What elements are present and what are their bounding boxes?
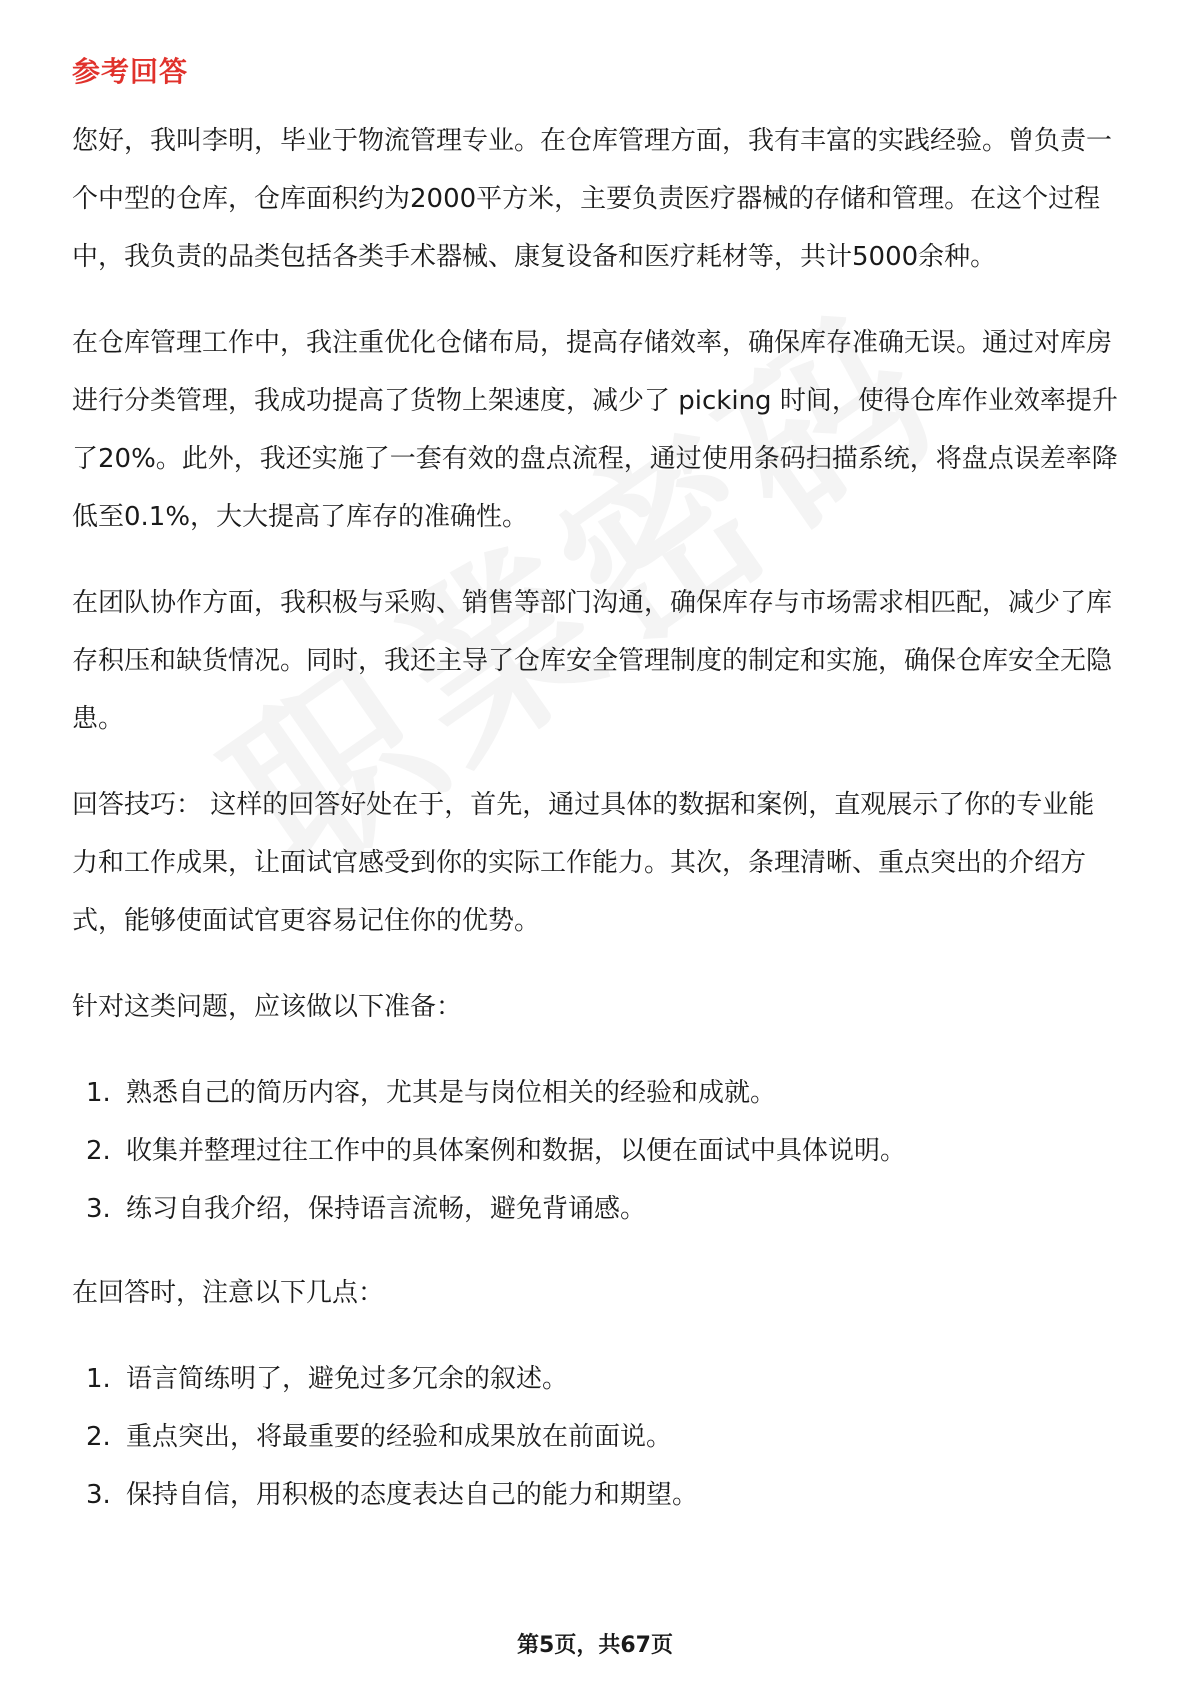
list-text: 熟悉自己的简历内容，尤其是与岗位相关的经验和成就。 <box>126 1078 777 1108</box>
notes-list <box>72 1350 1120 1524</box>
list-item <box>72 1180 1120 1238</box>
list-number: 1. <box>86 1364 111 1394</box>
list-number: 1. <box>86 1078 111 1108</box>
list-text: 练习自我介绍，保持语言流畅，避免背诵感。 <box>126 1194 647 1224</box>
list-text: 收集并整理过往工作中的具体案例和数据，以便在面试中具体说明。 <box>126 1136 907 1166</box>
list-text: 保持自信，用积极的态度表达自己的能力和期望。 <box>126 1480 699 1510</box>
list-item <box>72 1350 1120 1408</box>
list-item <box>72 1064 1120 1122</box>
prep-intro: 针对这类问题，应该做以下准备： <box>72 992 463 1022</box>
list-item <box>72 1122 1120 1180</box>
list-text: 语言简练明了，避免过多冗余的叙述。 <box>126 1364 569 1394</box>
list-text: 重点突出，将最重要的经验和成果放在前面说。 <box>126 1422 673 1452</box>
page-number: 第5页，共67页 <box>517 1633 673 1658</box>
tips-paragraph: 回答技巧： 这样的回答好处在于，首先，通过具体的数据和案例，直观展示了你的专业能力和工作成果，让面试官感受到你的实际工作能力。其次，条理清晰、重点突出的介绍方式，能够使面试官更容易记住你的优势。 <box>72 790 1095 936</box>
list-number: 2. <box>86 1136 111 1166</box>
list-number: 2. <box>86 1422 111 1452</box>
answer-body <box>72 112 1120 1550</box>
section-heading: 参考回答 <box>72 55 189 88</box>
list-item <box>72 1466 1120 1524</box>
list-item <box>72 1408 1120 1466</box>
work-paragraph: 在仓库管理工作中，我注重优化仓储布局，提高存储效率，确保库存准确无误。通过对库房进行分类管理，我成功提高了货物上架速度，减少了 picking 时间，使得仓库作业效率提升了20%。此外，我还实施了一套有效的盘点流程，通过使用条码扫描系统，将盘点误差率降低至0.1%，大大提高了库存的准确性。 <box>72 328 1118 532</box>
notes-intro: 在回答时，注意以下几点： <box>72 1278 385 1308</box>
list-number: 3. <box>86 1194 111 1224</box>
team-paragraph: 在团队协作方面，我积极与采购、销售等部门沟通，确保库存与市场需求相匹配，减少了库存积压和缺货情况。同时，我还主导了仓库安全管理制度的制定和实施，确保仓库安全无隐患。 <box>72 588 1113 734</box>
intro-paragraph: 您好，我叫李明，毕业于物流管理专业。在仓库管理方面，我有丰富的实践经验。曾负责一个中型的仓库，仓库面积约为2000平方米，主要负责医疗器械的存储和管理。在这个过程中，我负责的品类包括各类手术器械、康复设备和医疗耗材等，共计5000余种。 <box>72 126 1113 272</box>
prep-list <box>72 1064 1120 1238</box>
list-number: 3. <box>86 1480 111 1510</box>
